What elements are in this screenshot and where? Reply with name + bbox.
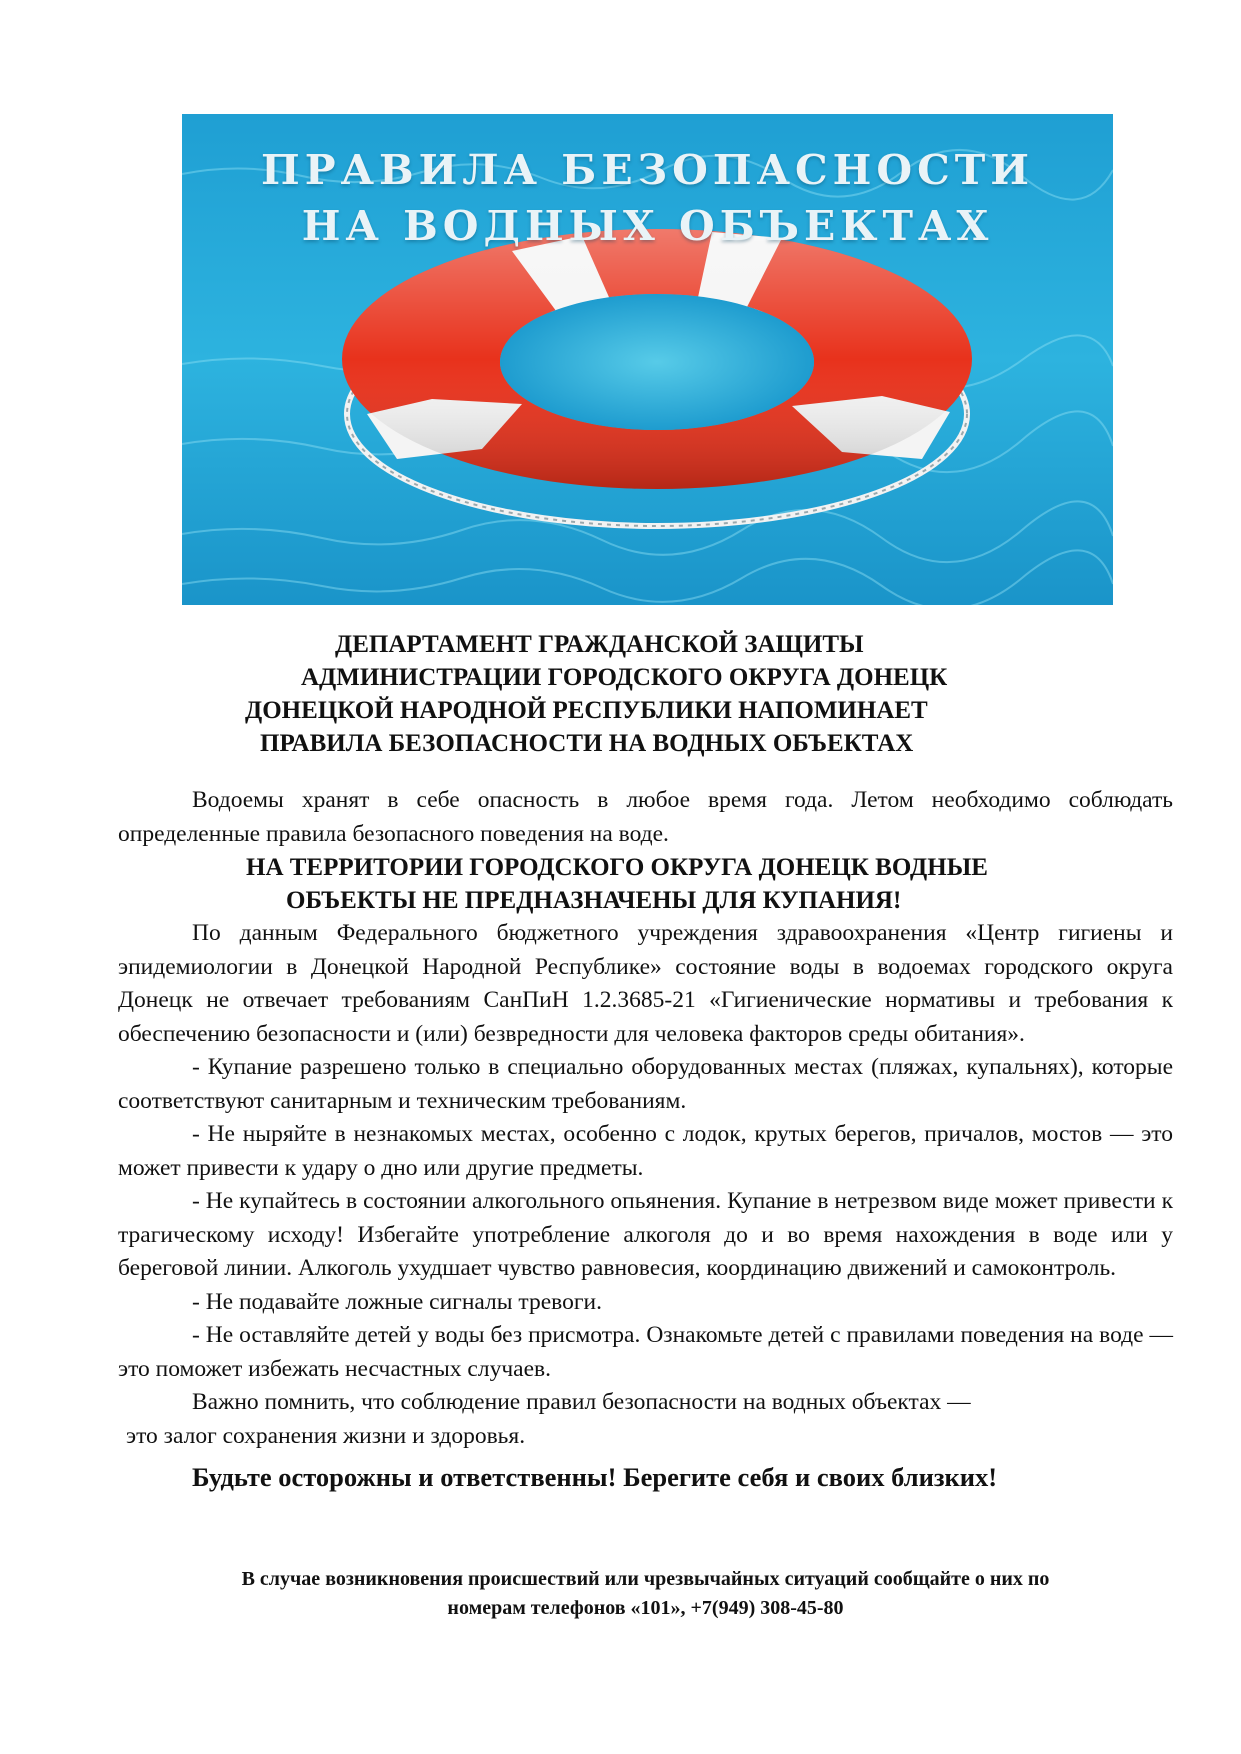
rule-item: - Купание разрешено только в специально оборудованных местах (пляжах, купальнях), которые соответствуют санитарным и техническим требованиям. xyxy=(118,1054,1173,1114)
rule-item: - Не подавайте ложные сигналы тревоги. xyxy=(192,1288,602,1315)
contacts-line1: В случае возникновения происшествий или чрезвычайных ситуаций сообщайте о них по xyxy=(241,1568,1050,1590)
rule-item: - Не ныряйте в незнакомых местах, особенно с лодок, крутых берегов, причалов, мостов — это может привести к удару о дно или другие предметы. xyxy=(118,1121,1173,1181)
contacts-line2: номерам телефонов «101», +7(949) 308-45-80 xyxy=(447,1597,844,1619)
department-heading xyxy=(140,628,1100,760)
warning-line2: ОБЪЕКТЫ НЕ ПРЕДНАЗНАЧЕНЫ ДЛЯ КУПАНИЯ! xyxy=(286,887,902,914)
department-line4: ПРАВИЛА БЕЗОПАСНОСТИ НА ВОДНЫХ ОБЪЕКТАХ xyxy=(260,730,914,757)
banner-image xyxy=(182,114,1113,605)
body-text xyxy=(118,784,1173,1495)
sanitary-paragraph: По данным Федерального бюджетного учреждения здравоохранения «Центр гигиены и эпидемиологии в Донецкой Народной Республике» состояние воды в водоемах городского округа Донецк не отвечает требованиям СанПиН 1.2.3685-21 «Гигиенические нормативы и требования к обеспечению безопасности и (или) безвредности для человека факторов среды обитания». xyxy=(118,920,1173,1047)
banner-title-line2: НА ВОДНЫХ ОБЪЕКТАХ xyxy=(301,202,994,250)
closing-line1: Важно помнить, что соблюдение правил безопасности на водных объектах — xyxy=(192,1389,971,1415)
no-swimming-warning xyxy=(118,851,1173,917)
department-line3: ДОНЕЦКОЙ НАРОДНОЙ РЕСПУБЛИКИ НАПОМИНАЕТ xyxy=(245,697,928,724)
department-line1: ДЕПАРТАМЕНТ ГРАЖДАНСКОЙ ЗАЩИТЫ xyxy=(335,631,864,658)
warning-line1: НА ТЕРРИТОРИИ ГОРОДСКОГО ОКРУГА ДОНЕЦК ВОДНЫЕ xyxy=(246,854,988,881)
intro-paragraph: Водоемы хранят в себе опасность в любое время года. Летом необходимо соблюдать определенные правила безопасного поведения на воде. xyxy=(118,787,1173,847)
emergency-contacts xyxy=(118,1565,1173,1623)
banner-title-line1: ПРАВИЛА БЕЗОПАСНОСТИ xyxy=(261,146,1034,194)
closing-line2: это залог сохранения жизни и здоровья. xyxy=(126,1422,526,1449)
rule-item: - Не купайтесь в состоянии алкогольного опьянения. Купание в нетрезвом виде может привести к трагическому исходу! Избегайте употребление алкоголя до и во время нахождения в воде или у береговой линии. Алкоголь ухудшает чувство равновесия, координацию движений и самоконтроль. xyxy=(118,1188,1173,1281)
rule-item: - Не оставляйте детей у воды без присмотра. Ознакомьте детей с правилами поведения на воде — это поможет избежать несчастных случаев. xyxy=(118,1322,1173,1382)
slogan: Будьте осторожны и ответственны! Берегите себя и своих близких! xyxy=(192,1462,998,1492)
department-line2: АДМИНИСТРАЦИИ ГОРОДСКОГО ОКРУГА ДОНЕЦК xyxy=(301,664,948,691)
